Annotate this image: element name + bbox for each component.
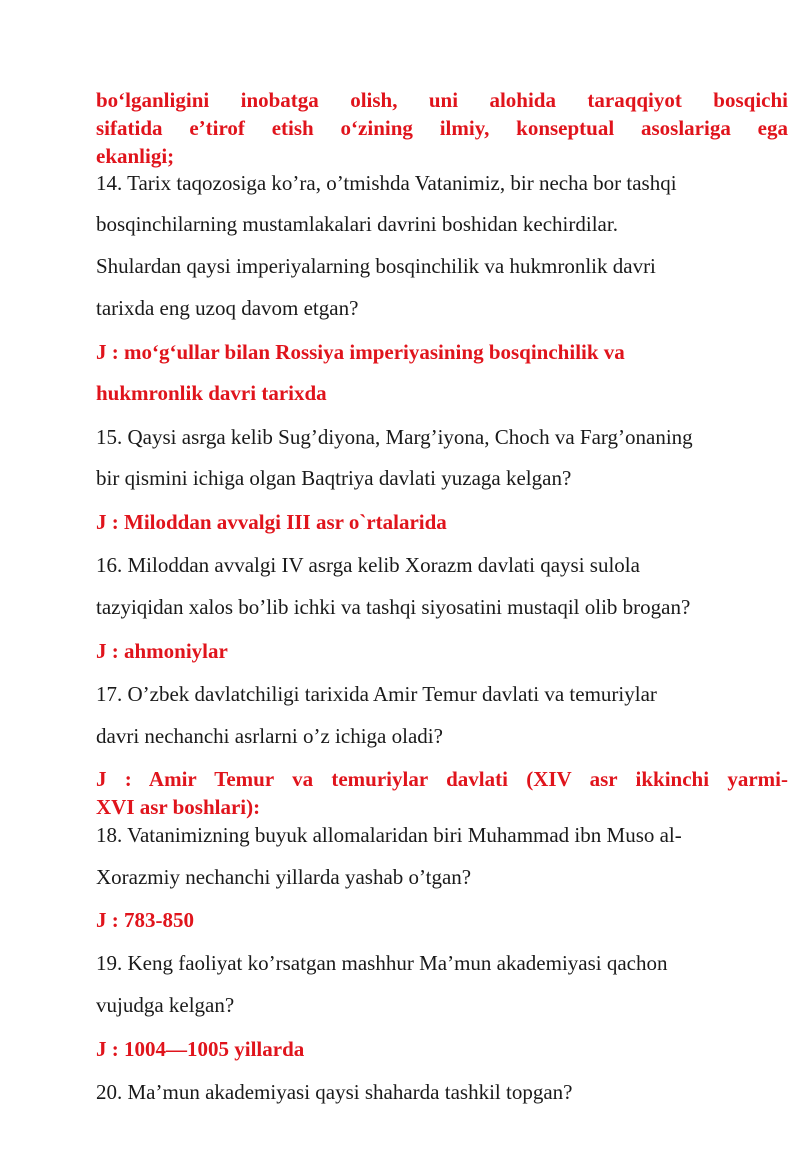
question-18-line: Xorazmiy nechanchi yillarda yashab o’tgan? (96, 865, 472, 889)
answer-14-line: hukmronlik davri tarixda (96, 381, 327, 405)
question-18-line: 18. Vatanimizning buyuk allomalaridan biri Muhammad ibn Muso al- (96, 823, 682, 847)
question-14-line: 14. Tarix taqozosiga ko’ra, o’tmishda Vatanimiz, bir necha bor tashqi (96, 171, 677, 195)
question-15-line: 15. Qaysi asrga kelib Sug’diyona, Marg’iyona, Choch va Farg’onaning (96, 425, 693, 449)
answer-19: J : 1004—1005 yillarda (96, 1037, 305, 1061)
answer-17-line: XVI asr boshlari): (96, 795, 261, 819)
question-14-line: Shulardan qaysi imperiyalarning bosqinchilik va hukmronlik davri (96, 254, 656, 278)
intro-answer-line: bo‘lganligini inobatga olish, uni alohida taraqqiyot bosqichi (96, 88, 788, 112)
question-16-line: 16. Miloddan avvalgi IV asrga kelib Xorazm davlati qaysi sulola (96, 553, 640, 577)
question-20-line: 20. Ma’mun akademiyasi qaysi shaharda tashkil topgan? (96, 1080, 573, 1104)
answer-18: J : 783-850 (96, 908, 194, 932)
question-14-line: tarixda eng uzoq davom etgan? (96, 296, 359, 320)
question-17-line: davri nechanchi asrlarni o’z ichiga oladi? (96, 724, 443, 748)
answer-17-line: J : Amir Temur va temuriylar davlati (XIV asr ikkinchi yarmi- (96, 767, 788, 791)
intro-answer-line: ekanligi; (96, 144, 175, 168)
question-14-line: bosqinchilarning mustamlakalari davrini boshidan kechirdilar. (96, 212, 618, 236)
question-16-line: tazyiqidan xalos bo’lib ichki va tashqi siyosatini mustaqil olib brogan? (96, 595, 691, 619)
question-15-line: bir qismini ichiga olgan Baqtriya davlati yuzaga kelgan? (96, 466, 572, 490)
intro-answer-line: sifatida e’tirof etish o‘zining ilmiy, konseptual asoslariga ega (96, 116, 788, 140)
answer-14-line: J : mo‘g‘ullar bilan Rossiya imperiyasining bosqinchilik va (96, 340, 625, 364)
question-19-line: vujudga kelgan? (96, 993, 235, 1017)
question-19-line: 19. Keng faoliyat ko’rsatgan mashhur Ma’mun akademiyasi qachon (96, 951, 668, 975)
answer-16: J : ahmoniylar (96, 639, 228, 663)
answer-15: J : Miloddan avvalgi III asr o`rtalarida (96, 510, 447, 534)
question-17-line: 17. O’zbek davlatchiligi tarixida Amir Temur davlati va temuriylar (96, 682, 657, 706)
